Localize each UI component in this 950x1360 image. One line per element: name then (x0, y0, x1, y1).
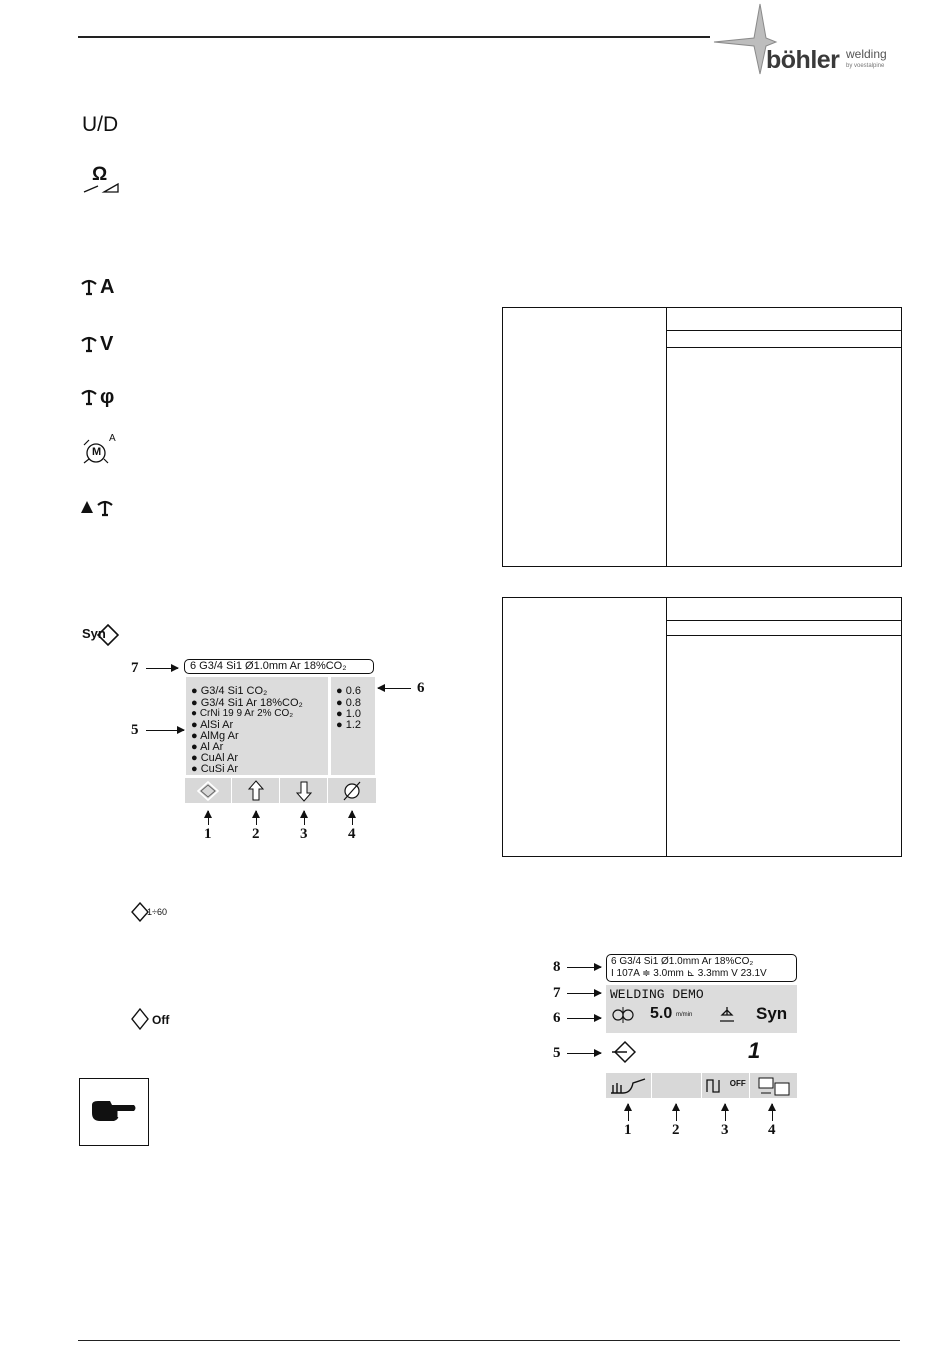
list-item[interactable]: ● AlSi Ar (191, 719, 234, 731)
pulse-icon (705, 1076, 725, 1096)
table-2-column-divider (666, 598, 667, 856)
diameter-icon (340, 780, 364, 802)
callout-2: 2 (672, 1122, 680, 1138)
program-off-icon (131, 1008, 179, 1030)
brand-tagline: by voestalpine (846, 63, 885, 69)
list-item[interactable]: ● G3/4 Si1 CO₂ (191, 685, 268, 697)
material-list[interactable] (186, 677, 328, 775)
diameter-button[interactable] (328, 778, 376, 803)
callout-5: 5 (553, 1045, 561, 1061)
callout-1: 1 (204, 826, 212, 842)
table-2-row-divider (666, 620, 901, 621)
warning-torch-icon (80, 497, 120, 519)
callout-arrow (567, 993, 601, 994)
callout-6: 6 (553, 1010, 561, 1026)
callout-arrow (772, 1104, 773, 1121)
arc-softkey-button[interactable] (606, 1073, 652, 1098)
callout-arrow (676, 1104, 677, 1121)
footer-rule (78, 1340, 900, 1341)
up-arrow-icon (248, 780, 264, 802)
list-item[interactable]: ● G3/4 Si1 Ar 18%CO₂ (191, 697, 303, 709)
demo-readings-line: I 107A ≑ 3.0mm ⊾ 3.3mm V 23.1V (611, 968, 767, 979)
motor-unit: A (109, 433, 116, 444)
wire-speed-icon (612, 1007, 634, 1023)
wire-speed-value: 5.0 (650, 1005, 673, 1022)
ohm-symbol: Ω (92, 164, 108, 185)
list-item[interactable]: ● AlMg Ar (191, 730, 239, 742)
memory-softkey-button[interactable] (750, 1073, 797, 1098)
callout-5: 5 (131, 722, 139, 738)
callout-7: 7 (131, 660, 139, 676)
torch-wire-letter: φ (100, 386, 115, 408)
callout-4: 4 (348, 826, 356, 842)
torch-voltage-letter: V (100, 333, 114, 355)
demo-status-bar (606, 954, 797, 982)
callout-6: 6 (417, 680, 425, 696)
synergy-softkey-icon (196, 780, 220, 802)
callout-3: 3 (721, 1122, 729, 1138)
brand-suffix: welding (846, 47, 887, 61)
program-range-label: 1÷60 (147, 907, 167, 917)
callout-3: 3 (300, 826, 308, 842)
list-item[interactable]: ● CuAl Ar (191, 752, 238, 764)
callout-arrow (567, 1018, 601, 1019)
demo-main-area (606, 985, 797, 1033)
blank-softkey-button[interactable] (652, 1073, 702, 1098)
callout-arrow (628, 1104, 629, 1121)
torch-current-icon (80, 276, 122, 298)
program-range-icon (131, 902, 179, 922)
callout-arrow (146, 668, 178, 669)
diameter-list[interactable] (331, 677, 375, 775)
callout-1: 1 (624, 1122, 632, 1138)
list-item[interactable]: ● 0.6 (336, 685, 361, 697)
callout-arrow (304, 811, 305, 825)
table-2 (502, 597, 902, 857)
ohm-icon (82, 164, 122, 194)
callout-arrow (146, 730, 184, 731)
callout-4: 4 (768, 1122, 776, 1138)
table-1 (502, 307, 902, 567)
callout-arrow (567, 1053, 601, 1054)
pulse-off-label: OFF (729, 1079, 746, 1088)
list-item[interactable]: ● CrNi 19 9 Ar 2% CO₂ (191, 708, 294, 719)
callout-8: 8 (553, 959, 561, 975)
list-item[interactable]: ● 1.0 (336, 708, 361, 720)
synergy-title-bar: 6 G3/4 Si1 Ø1.0mm Ar 18%CO₂ (184, 659, 374, 674)
synergy-softkey-button[interactable] (185, 778, 232, 803)
job-number: 1 (748, 1038, 761, 1063)
callout-7: 7 (553, 985, 561, 1001)
note-box (79, 1078, 149, 1146)
motor-letter: M (92, 446, 102, 458)
program-off-label: Off (152, 1013, 170, 1027)
memory-icon (755, 1075, 793, 1097)
callout-arrow (352, 811, 353, 825)
header-rule (78, 36, 710, 38)
list-item[interactable]: ● 0.8 (336, 697, 361, 709)
hand-pointing-icon (90, 1099, 138, 1125)
ud-icon: U/D (82, 113, 119, 136)
list-item[interactable]: ● 1.2 (336, 719, 361, 731)
list-item[interactable]: ● Al Ar (191, 741, 224, 753)
down-arrow-icon (296, 780, 312, 802)
torch-current-letter: A (100, 276, 115, 298)
brand-name: böhler (766, 46, 840, 74)
torch-voltage-icon (80, 333, 122, 355)
synergy-icon (82, 624, 122, 646)
demo-program-line: 6 G3/4 Si1 Ø1.0mm Ar 18%CO₂ (611, 956, 754, 967)
arc-torch-icon (609, 1075, 649, 1097)
motor-current-icon (80, 433, 120, 465)
pulse-off-button[interactable] (702, 1073, 750, 1098)
callout-arrow (256, 811, 257, 825)
callout-2: 2 (252, 826, 260, 842)
callout-arrow (208, 811, 209, 825)
mode-label: Syn (756, 1004, 788, 1023)
torch-wire-icon (80, 386, 122, 408)
program-select-icon (612, 1040, 638, 1064)
table-1-row-divider (666, 330, 901, 331)
thickness-icon (716, 1005, 738, 1023)
demo-title: WELDING DEMO (610, 987, 704, 1002)
wire-speed-unit: m/min (676, 1012, 693, 1018)
up-button[interactable] (232, 778, 280, 803)
callout-arrow (567, 967, 601, 968)
down-button[interactable] (280, 778, 328, 803)
callout-arrow (725, 1104, 726, 1121)
table-2-row-divider (666, 635, 901, 636)
list-item[interactable]: ● CuSi Ar (191, 763, 238, 775)
callout-arrow (378, 688, 411, 689)
synergy-label: Syn (82, 626, 106, 641)
table-1-row-divider (666, 347, 901, 348)
